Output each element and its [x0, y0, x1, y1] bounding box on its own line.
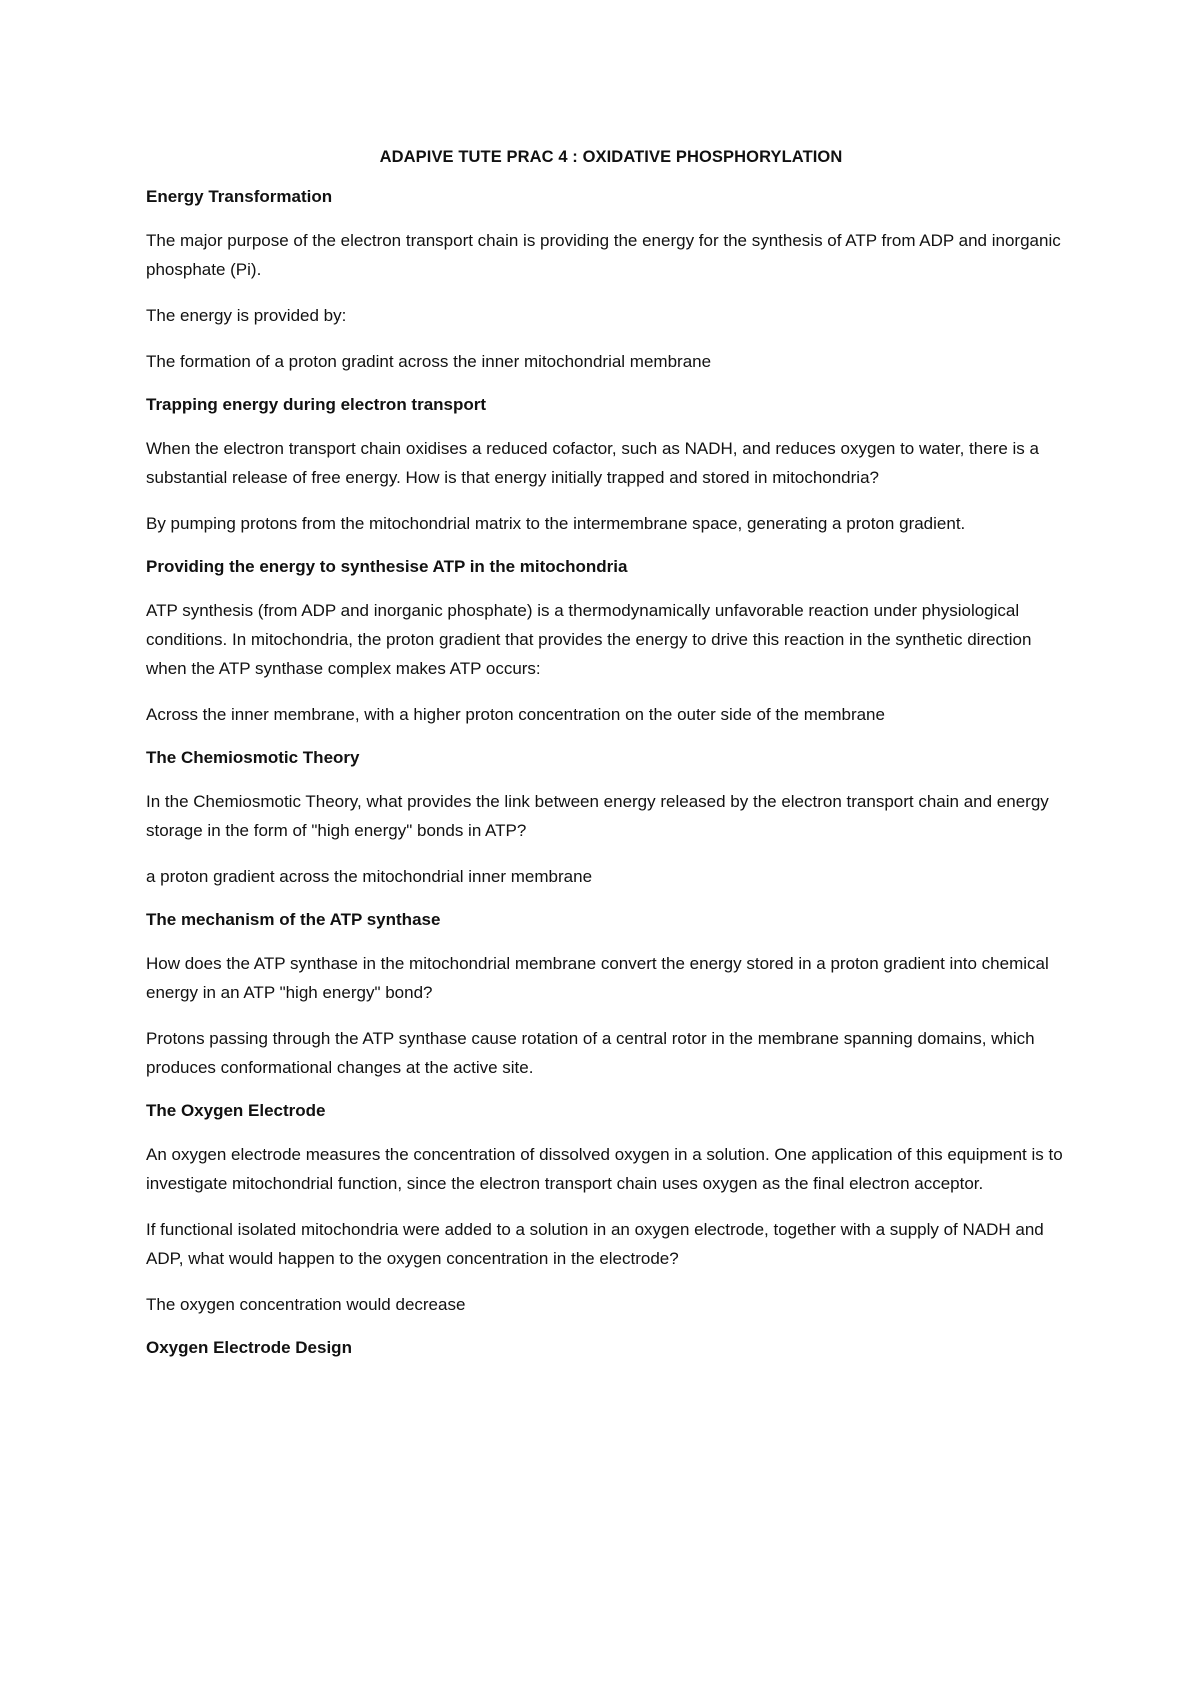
paragraph: If functional isolated mitochondria were added to a solution in an oxygen electrode, together with a supply of NADH and ADP, what would happen to the oxygen concentration in the electrode? [146, 1220, 1044, 1268]
paragraph: How does the ATP synthase in the mitochondrial membrane convert the energy stored in a proton gradient into chemical energy in an ATP "high energy" bond? [146, 954, 1049, 1002]
paragraph: The major purpose of the electron transport chain is providing the energy for the synthesis of ATP from ADP and inorganic phosphate (Pi). [146, 231, 1061, 279]
paragraph: When the electron transport chain oxidises a reduced cofactor, such as NADH, and reduces oxygen to water, there is a substantial release of free energy. How is that energy initially trapped and stored in mitochondria? [146, 439, 1039, 487]
document-title: ADAPIVE TUTE PRAC 4 : OXIDATIVE PHOSPHORYLATION [379, 148, 843, 166]
section-heading-oxygen-electrode: The Oxygen Electrode [146, 1101, 326, 1120]
paragraph: In the Chemiosmotic Theory, what provides the link between energy released by the electron transport chain and energy storage in the form of "high energy" bonds in ATP? [146, 792, 1049, 840]
section-heading-providing-energy: Providing the energy to synthesise ATP in the mitochondria [146, 557, 628, 576]
paragraph: By pumping protons from the mitochondrial matrix to the intermembrane space, generating a proton gradient. [146, 514, 966, 533]
paragraph: The oxygen concentration would decrease [146, 1295, 466, 1314]
document-body [146, 148, 1076, 1377]
paragraph: Across the inner membrane, with a higher proton concentration on the outer side of the membrane [146, 705, 885, 724]
section-heading-oxygen-electrode-design: Oxygen Electrode Design [146, 1338, 352, 1357]
section-heading-chemiosmotic-theory: The Chemiosmotic Theory [146, 748, 360, 767]
paragraph: The energy is provided by: [146, 306, 347, 325]
paragraph: The formation of a proton gradint across the inner mitochondrial membrane [146, 352, 712, 371]
paragraph: Protons passing through the ATP synthase cause rotation of a central rotor in the membrane spanning domains, which produces conformational changes at the active site. [146, 1029, 1035, 1077]
paragraph: ATP synthesis (from ADP and inorganic phosphate) is a thermodynamically unfavorable reaction under physiological conditions. In mitochondria, the proton gradient that provides the energy to drive this reaction in the synthetic direction when the ATP synthase complex makes ATP occurs: [146, 601, 1032, 678]
paragraph: a proton gradient across the mitochondrial inner membrane [146, 867, 593, 886]
section-heading-energy-transformation: Energy Transformation [146, 187, 333, 206]
section-heading-atp-synthase-mechanism: The mechanism of the ATP synthase [146, 910, 441, 929]
section-heading-trapping-energy: Trapping energy during electron transport [146, 395, 487, 414]
paragraph: An oxygen electrode measures the concentration of dissolved oxygen in a solution. One application of this equipment is to investigate mitochondrial function, since the electron transport chain uses oxygen as the final electron acceptor. [146, 1145, 1063, 1193]
